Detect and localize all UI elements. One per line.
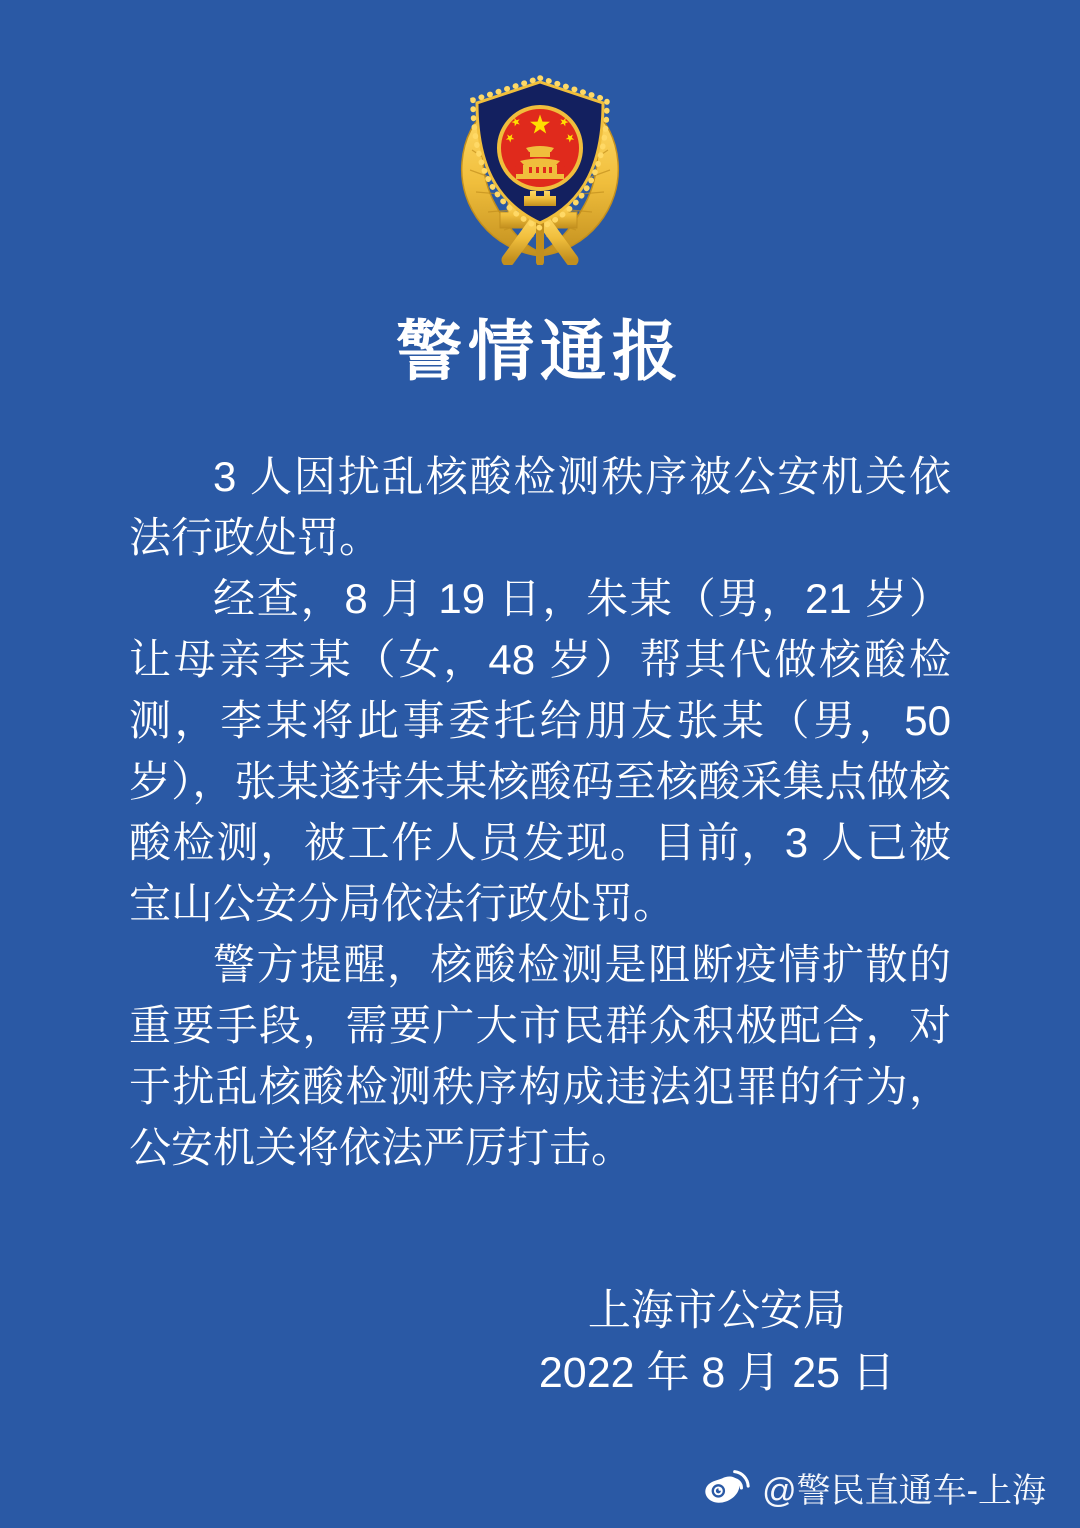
notice-body [129,446,951,1178]
notice-paragraph: 警方提醒，核酸检测是阻断疫情扩散的重要手段，需要广大市民群众积极配合，对于扰乱核酸检测秩序构成违法犯罪的行为，公安机关将依法严厉打击。 [129,941,951,1171]
police-badge-icon [450,70,630,265]
issue-date: 2022 年 8 月 25 日 [538,1349,895,1397]
watermark-handle: @警民直通车-上海 [762,1472,1046,1510]
issuing-authority: 上海市公安局 [587,1287,846,1335]
weibo-icon [702,1467,752,1509]
watermark [702,1463,1046,1512]
notice-paragraph: 3 人因扰乱核酸检测秩序被公安机关依法行政处罚。 [129,453,951,561]
signature-block [539,1280,895,1404]
notice-paragraph: 经查，8 月 19 日，朱某（男，21 岁）让母亲李某（女，48 岁）帮其代做核酸检测，李某将此事委托给朋友张某（男，50 岁），张某遂持朱某核酸码至核酸采集点做核酸检测，被工作人员发现。目前，3 人已被宝山公安分局依法行政处罚。 [129,575,951,927]
notice-title: 警情通报 [396,314,684,388]
